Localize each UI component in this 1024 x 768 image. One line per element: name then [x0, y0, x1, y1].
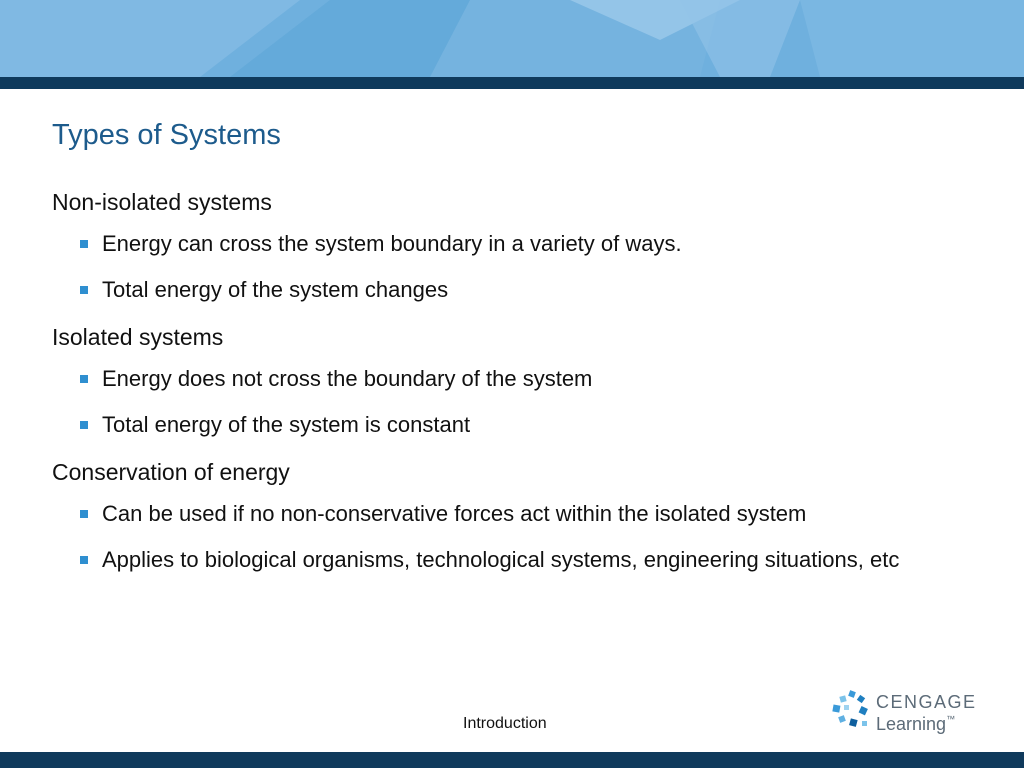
- bullet-text: Energy does not cross the boundary of the system: [102, 366, 593, 391]
- slide-content: [52, 186, 952, 591]
- slide-title: Types of Systems: [52, 119, 281, 151]
- square-bullet-icon: [80, 421, 88, 429]
- slide-footer: Introduction: [463, 715, 547, 732]
- bullet-item: [52, 499, 952, 529]
- square-bullet-icon: [80, 556, 88, 564]
- logo-trademark: ™: [946, 714, 956, 724]
- cengage-logo-mark-icon: [832, 690, 872, 732]
- bullet-item: [52, 364, 952, 394]
- bullet-item: [52, 410, 952, 440]
- section-conservation: [52, 456, 952, 575]
- bullet-text: Total energy of the system is constant: [102, 412, 471, 437]
- logo-wordmark-bottom: [876, 714, 955, 735]
- bullet-list: [52, 229, 952, 305]
- section-heading: Non-isolated systems: [52, 189, 272, 215]
- square-bullet-icon: [80, 286, 88, 294]
- logo-wordmark-top: CENGAGE: [876, 692, 977, 712]
- section-heading: Conservation of energy: [52, 459, 290, 485]
- header-banner: [0, 0, 1024, 77]
- bullet-item: [52, 545, 952, 575]
- logo-wordmark-text: Learning: [876, 714, 947, 734]
- bullet-list: [52, 499, 952, 575]
- bullet-text: Total energy of the system changes: [102, 277, 449, 302]
- square-bullet-icon: [80, 510, 88, 518]
- section-heading: Isolated systems: [52, 324, 224, 350]
- section-non-isolated: [52, 186, 952, 305]
- square-bullet-icon: [80, 375, 88, 383]
- bullet-item: [52, 275, 952, 305]
- bullet-list: [52, 364, 952, 440]
- footer-bar: [0, 752, 1024, 768]
- bullet-text: Can be used if no non-conservative forces act within the isolated system: [102, 501, 807, 526]
- cengage-learning-logo: [832, 690, 992, 740]
- header-divider-bar: [0, 77, 1024, 89]
- bullet-text: Energy can cross the system boundary in a variety of ways.: [102, 231, 682, 256]
- square-bullet-icon: [80, 240, 88, 248]
- bullet-text: Applies to biological organisms, technological systems, engineering situations, etc: [102, 547, 900, 572]
- section-isolated: [52, 321, 952, 440]
- bullet-item: [52, 229, 952, 259]
